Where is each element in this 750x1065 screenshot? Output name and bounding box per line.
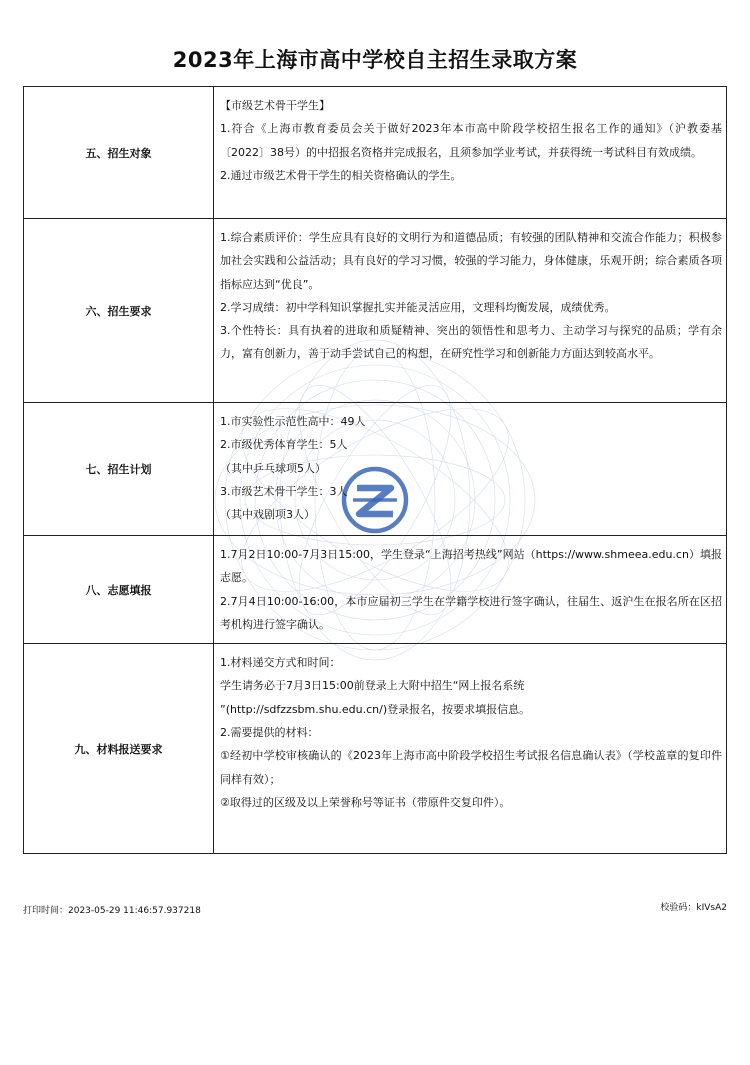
row-label: 七、招生计划 <box>24 403 214 536</box>
content-line: （其中戏剧项3人） <box>220 508 315 522</box>
row-label: 九、材料报送要求 <box>24 644 214 854</box>
row-content <box>214 403 727 536</box>
table-row <box>24 219 727 403</box>
row-label: 五、招生对象 <box>24 87 214 219</box>
content-line: 学生请务必于7月3日15:00前登录上大附中招生“网上报名系统 <box>220 679 525 693</box>
content-line: （其中乒乓球项5人） <box>220 461 326 475</box>
page-title: 2023年上海市高中学校自主招生录取方案 <box>172 48 578 72</box>
content-line: 2.学习成绩：初中学科知识掌握扎实并能灵活应用，文理科均衡发展，成绩优秀。 <box>220 300 616 314</box>
row-label: 八、志愿填报 <box>24 536 214 644</box>
verify-code: 校验码：kIVsA2 <box>660 903 727 913</box>
admission-table <box>23 86 727 854</box>
content-line: 1.符合《上海市教育委员会关于做好2023年本市高中阶段学校招生报名工作的通知》（沪教委基〔2022〕38号）的中招报名资格并完成报名，且须参加学业考试，并获得统一考试科目有效成绩。 <box>220 122 722 159</box>
content-line: 1.市实验性示范性高中：49人 <box>220 415 366 428</box>
content-line: 1.综合素质评价：学生应具有良好的文明行为和道德品质；有较强的团队精神和交流合作能力；积极参加社会实践和公益活动；具有良好的学习习惯，较强的学习能力，身体健康，乐观开朗；综合素质各项指标应达到“优良”。 <box>220 231 722 291</box>
row-content <box>214 644 727 854</box>
table-row <box>24 87 727 219</box>
row-label: 六、招生要求 <box>24 219 214 403</box>
content-line: 1.材料递交方式和时间： <box>220 656 341 670</box>
table-row <box>24 536 727 644</box>
row-content <box>214 536 727 644</box>
content-line: 1.7月2日10:00-7月3日15:00，学生登录“上海招考热线”网站（https://www.shmeea.edu.cn）填报志愿。 <box>220 548 722 585</box>
content-line: 3.市级艺术骨干学生：3人 <box>220 484 348 498</box>
row-content <box>214 219 727 403</box>
content-line: 【市级艺术骨干学生】 <box>220 99 330 112</box>
content-line: ”(http://sdfzzsbm.shu.edu.cn/)登录报名，按要求填报信息。 <box>220 702 531 716</box>
content-line: 2.通过市级艺术骨干学生的相关资格确认的学生。 <box>220 168 462 182</box>
content-line: ①经初中学校审核确认的《2023年上海市高中阶段学校招生考试报名信息确认表》（学校盖章的复印件同样有效）； <box>220 749 722 786</box>
content-line: 2.市级优秀体育学生：5人 <box>220 438 348 452</box>
content-line: 2.7月4日10:00-16:00，本市应届初三学生在学籍学校进行签字确认，往届生、返沪生在报名所在区招考机构进行签字确认。 <box>220 594 722 631</box>
row-content <box>214 87 727 219</box>
content-line: 2.需要提供的材料： <box>220 726 319 740</box>
content-line: ②取得过的区级及以上荣誉称号等证书（带原件交复印件）。 <box>220 795 511 809</box>
table-row <box>24 403 727 536</box>
table-row <box>24 644 727 854</box>
print-time: 打印时间：2023-05-29 11:46:57.937218 <box>23 906 201 916</box>
content-line: 3.个性特长：具有执着的进取和质疑精神、突出的领悟性和思考力、主动学习与探究的品质；学有余力，富有创新力，善于动手尝试自己的构想，在研究性学习和创新能力方面达到较高水平。 <box>220 324 722 361</box>
